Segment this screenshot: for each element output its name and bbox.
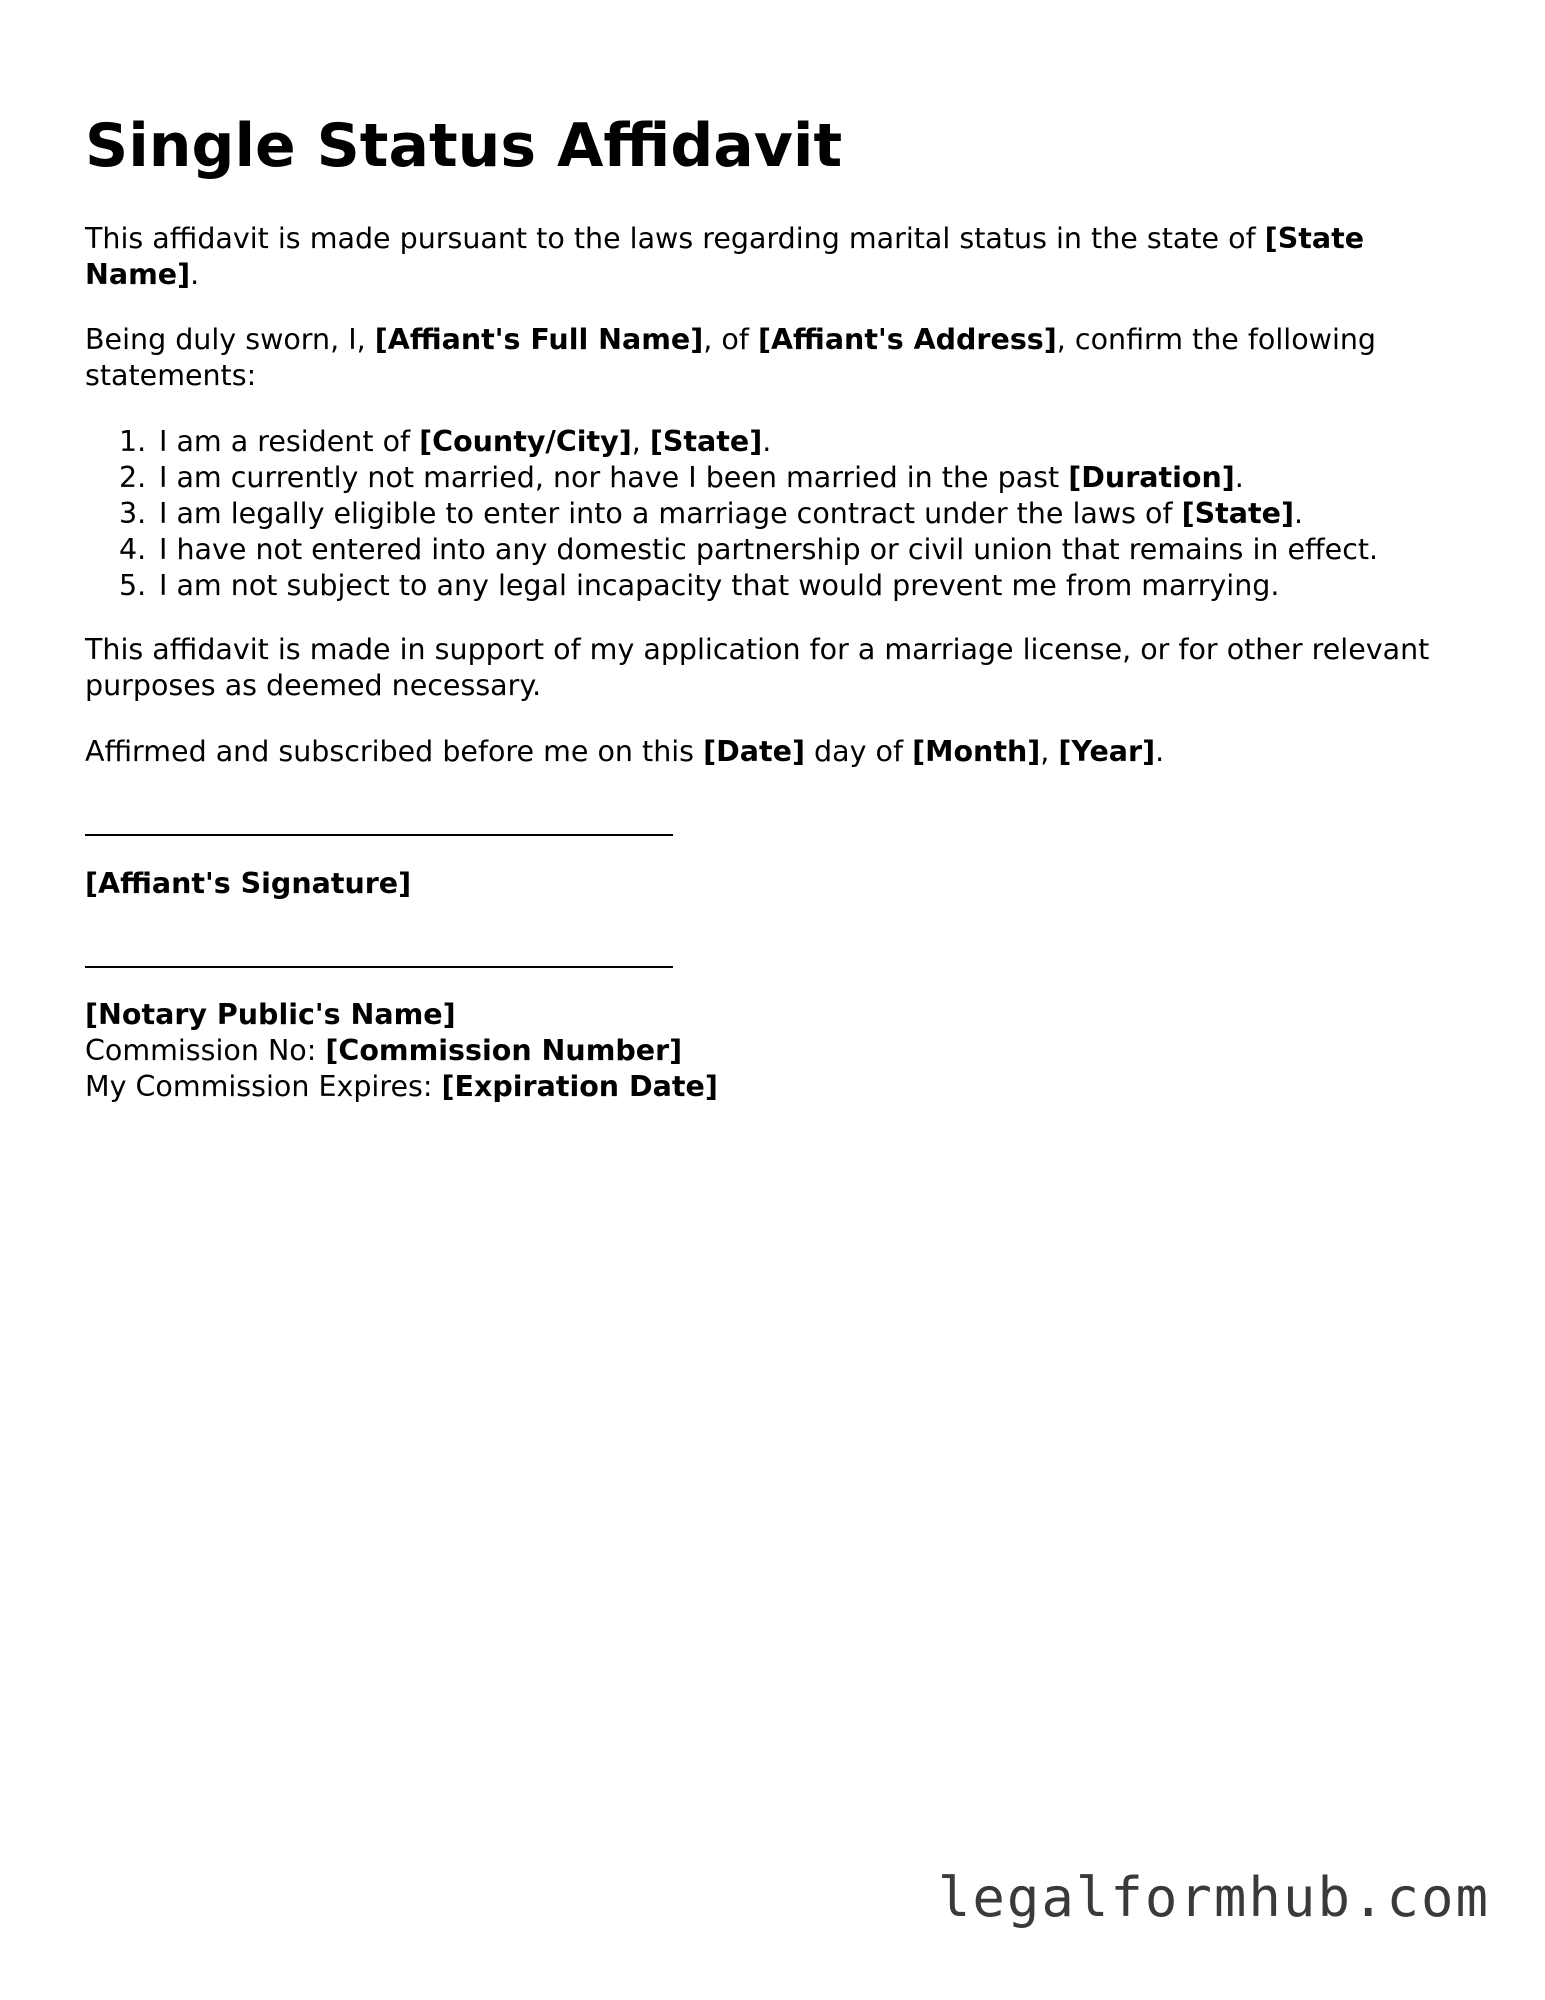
- statement-number: 5.: [119, 569, 147, 602]
- support-paragraph: This affidavit is made in support of my application for a marriage license, or for other relevant purposes as deemed necessary.: [85, 633, 1430, 702]
- affirmed-paragraph: [85, 734, 1475, 770]
- statements-list: [85, 424, 1489, 604]
- statement-item: [119, 532, 1489, 568]
- commission-number-label: Commission No:: [85, 1034, 326, 1067]
- intro-text: This affidavit is made pursuant to the laws regarding marital status in the state of: [85, 222, 1265, 255]
- statement-text: I am currently not married, nor have I been married in the past: [159, 461, 1069, 494]
- county-city-field: [County/City]: [419, 425, 632, 458]
- statement-item: [119, 460, 1489, 496]
- affiant-full-name-field: [Affiant's Full Name]: [374, 323, 704, 356]
- state-field: [State]: [1181, 497, 1294, 530]
- affirmed-text-4: .: [1155, 735, 1165, 768]
- statement-period: .: [1234, 461, 1244, 494]
- affiant-signature-label: [Affiant's Signature]: [85, 867, 412, 900]
- watermark-logo: legalformhub.com: [937, 1866, 1490, 1929]
- date-field: [Date]: [703, 735, 805, 768]
- year-field: [Year]: [1058, 735, 1156, 768]
- affiant-address-field: [Affiant's Address]: [757, 323, 1057, 356]
- intro-paragraph: [85, 221, 1475, 293]
- commission-number-field: [Commission Number]: [325, 1034, 683, 1067]
- statement-item: [119, 424, 1489, 460]
- expiration-date-field: [Expiration Date]: [441, 1070, 718, 1103]
- affirmed-text-2: day of: [805, 735, 913, 768]
- statement-text: I have not entered into any domestic partnership or civil union that remains in effect.: [159, 533, 1379, 566]
- month-field: [Month]: [912, 735, 1041, 768]
- sworn-text-3: , confirm the following statements:: [85, 323, 1377, 392]
- sworn-text-2: , of: [703, 323, 758, 356]
- statement-text: I am a resident of: [159, 425, 420, 458]
- commission-expires-row: [85, 1069, 718, 1105]
- statement-number: 3.: [119, 497, 147, 530]
- statement-period: .: [1293, 497, 1304, 530]
- statement-item: [119, 496, 1489, 532]
- notary-signature-line[interactable]: [85, 966, 673, 968]
- duration-field: [Duration]: [1068, 461, 1235, 494]
- document-title: Single Status Affidavit: [85, 111, 843, 181]
- statement-number: 1.: [119, 425, 147, 458]
- statement-item: [119, 568, 1489, 604]
- statement-text: I am legally eligible to enter into a marriage contract under the laws of: [159, 497, 1182, 530]
- sworn-paragraph: [85, 322, 1475, 394]
- affiant-signature-line[interactable]: [85, 834, 673, 836]
- intro-period: .: [190, 258, 200, 291]
- sworn-text-1: Being duly sworn, I,: [85, 323, 375, 356]
- commission-number-row: [85, 1033, 718, 1069]
- state-field: [State]: [649, 425, 763, 458]
- commission-expires-label: My Commission Expires:: [85, 1070, 442, 1103]
- statement-number: 4.: [119, 533, 147, 566]
- affirmed-text-3: ,: [1040, 735, 1059, 768]
- statement-separator: ,: [631, 425, 650, 458]
- notary-name-row: [85, 997, 718, 1033]
- affirmed-text-1: Affirmed and subscribed before me on this: [85, 735, 704, 768]
- notary-block: [85, 997, 718, 1105]
- statement-text: I am not subject to any legal incapacity that would prevent me from marrying.: [159, 569, 1280, 602]
- state-name-field: [State Name]: [85, 222, 1365, 291]
- notary-name-field: [Notary Public's Name]: [85, 998, 456, 1031]
- statement-period: .: [762, 425, 772, 458]
- statement-number: 2.: [119, 461, 147, 494]
